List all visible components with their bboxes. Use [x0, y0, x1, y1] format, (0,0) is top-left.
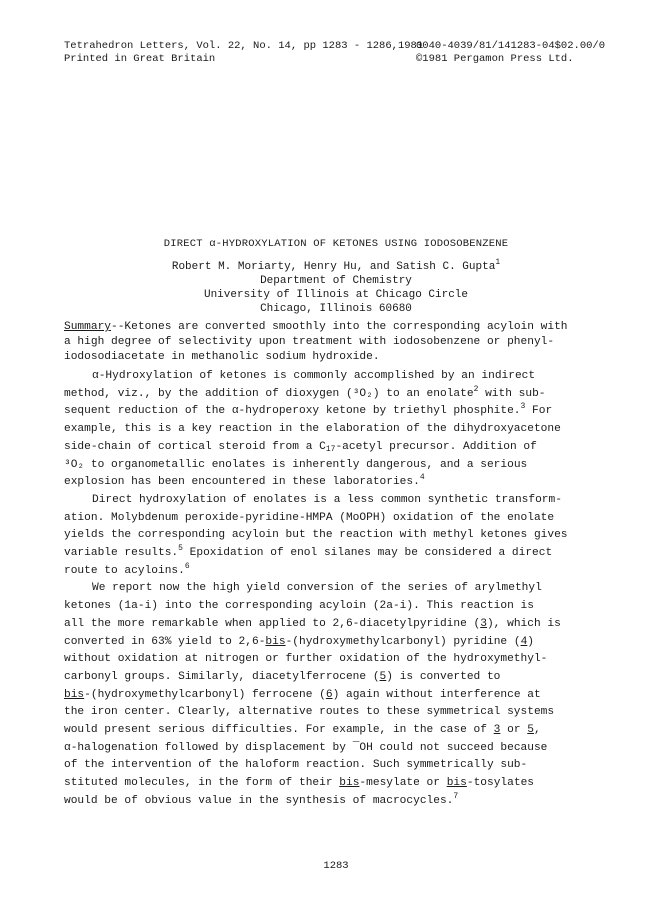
publisher-info	[416, 40, 605, 66]
reference-mark: 7	[453, 791, 459, 801]
compound-number: 3	[493, 724, 501, 737]
reference-mark: 6	[184, 561, 190, 571]
reference-mark: 4	[419, 473, 425, 483]
journal-line: Tetrahedron Letters, Vol. 22, No. 14, pp 1283 - 1286,1981	[64, 40, 424, 52]
paragraph-1-line: α-Hydroxylation of ketones is commonly accomplished by an indirect	[92, 370, 536, 382]
author-block	[0, 260, 672, 316]
reference-mark: 2	[473, 384, 479, 394]
university: University of Illinois at Chicago Circle	[203, 289, 469, 301]
city: Chicago, Illinois 60680	[260, 303, 412, 315]
article-body: α-Hydroxylation of ketones is commonly accomplished by an indirect method, viz., by the addition of dioxygen (³O₂) to an enolate$^2$ with sub- sequent reduction of the α-hydroperoxy ketone by triethyl phosphite.$^3$ For example, this is a key reaction in the elaboration of the dihydroxyacetone side-chain of cortical steroid from a $C_{17}$-acetyl precursor. Addition of ³O₂ to organometallic enolates is inherently dangerous, and a serious explosion has been encountered in these laboratories.$^4$ Direct hydroxylation of enolates is a less common synthetic transform- ation. Molybdenum peroxide-pyridine-HMPA (MoOPH) oxidation of the enolate yields the corresponding acyloin but the reaction with methyl ketones gives variable results.$^5$ Epoxidation of enol silanes may be considered a direct route to acyloins.$^6$ We report now the high yield conversion of the series of arylmethyl ketones (1a-i) into the corresponding acyloin (2a-i). This reaction is all the more remarkable when applied to 2,6-diacetylpyridine (3), which is converted in 63% yield to 2,6-bis-(hydroxymethylcarbonyl) pyridine (4) without oxidation at nitrogen or further oxidation of the hydroxymethyl- carbonyl groups. Similarly, diacetylferrocene (5) is converted to bis-(hydroxymethylcarbonyl) ferrocene (6) again without interference at the iron center. Clearly, alternative routes to these symmetrical systems would present serious difficulties. For example, in the case of 3 or 5, α-halogenation followed by displacement by ¯OH could not succeed because of the intervention of the haloform reaction. Such symmetrically sub- stituted molecules, in the form of their bis-mesylate or bis-tosylates would be of obvious value in the synthesis of macrocycles.$^7$	[64, 370, 568, 807]
compound-number: 6	[325, 688, 333, 701]
author-names: Robert M. Moriarty, Henry Hu, and Satish C. Gupta$^1$	[171, 258, 501, 273]
reference-mark: 3	[520, 402, 526, 412]
compound-number: 4	[520, 635, 528, 648]
printed-line: Printed in Great Britain	[64, 53, 216, 65]
department: Department of Chemistry	[260, 275, 412, 287]
article-code: 0040-4039/81/141283-04$02.00/0	[416, 40, 606, 52]
page-number: 1283	[323, 860, 349, 872]
compound-number: 5	[379, 670, 387, 683]
reference-mark: 5	[178, 544, 183, 554]
copyright: ©1981 Pergamon Press Ltd.	[416, 53, 574, 65]
summary: Summary--Ketones are converted smoothly into the corresponding acyloin with a high degree of selectivity upon treatment with iodosobenzene or phenyl- iodosodiacetate in methanolic sodium hydroxide.	[64, 321, 568, 363]
summary-label: Summary	[64, 321, 111, 333]
paragraph-2-line: Direct hydroxylation of enolates is a less common synthetic transform-	[92, 493, 562, 506]
journal-citation	[64, 40, 423, 66]
paragraph-3-line: We report now the high yield conversion of the series of arylmethyl	[92, 582, 542, 595]
footnote-mark: 1	[495, 258, 501, 267]
compound-number: 5	[527, 724, 534, 737]
compound-number: 3	[480, 617, 487, 630]
article-title: DIRECT α-HYDROXYLATION OF KETONES USING IODOSOBENZENE	[163, 238, 509, 250]
